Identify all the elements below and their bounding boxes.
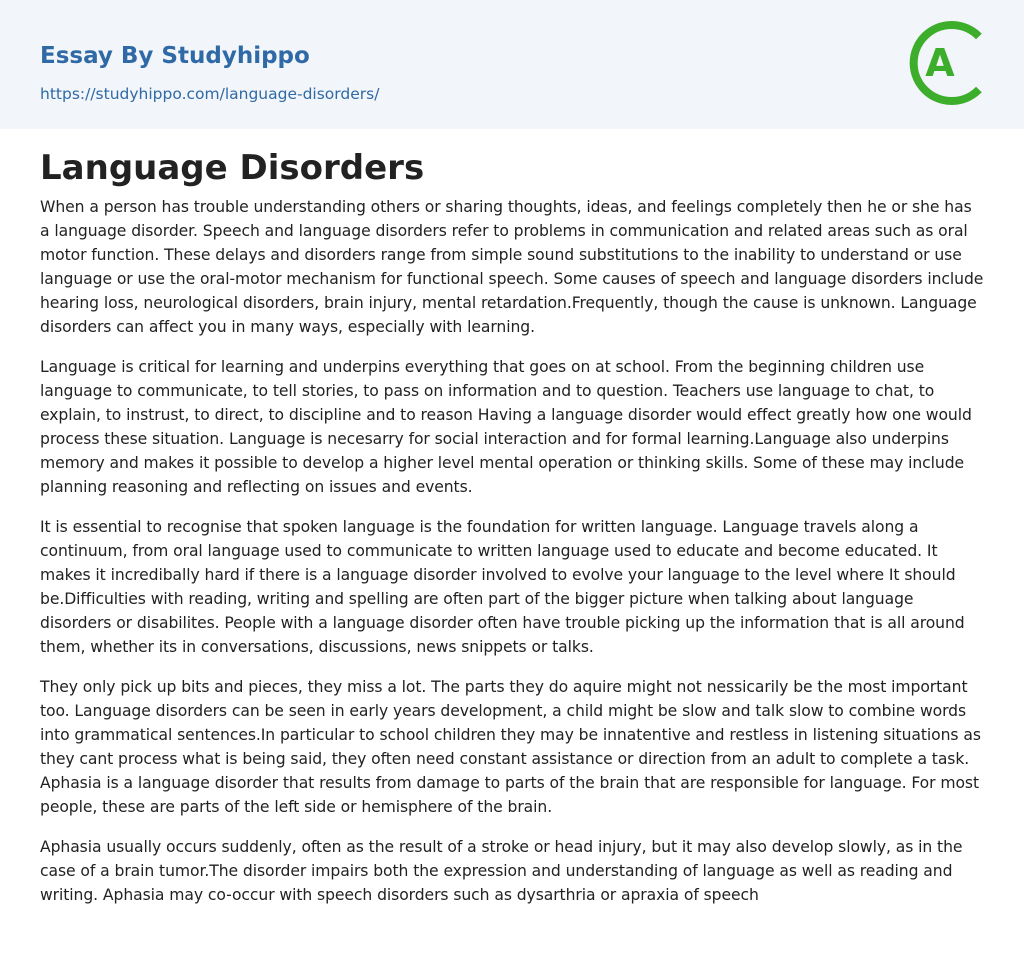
essay-paragraph: They only pick up bits and pieces, they miss a lot. The parts they do aquire might not nessicarily be the most important too. Language disorders can be seen in early years development, a child might be slow and talk slow to combine words into grammatical sentences.In particular to school children they may be innatentive and restless in listening situations as they cant process what is being said, they often need constant assistance or direction from an adult to complete a task. Aphasia is a language disorder that results from damage to parts of the brain that are responsible for language. For most people, these are parts of the left side or hemisphere of the brain. bbox=[40, 678, 981, 816]
essay-paragraph: It is essential to recognise that spoken language is the foundation for written language. Language travels along a continuum, from oral language used to communicate to written language used to educate and become educated. It makes it incredibally hard if there is a language disorder involved to evolve your language to the level where It should be.Difficulties with reading, writing and spelling are often part of the bigger picture when talking about language disorders or disabilites. People with a language disorder often have trouble picking up the information that is all around them, whether its in conversations, discussions, news snippets or talks. bbox=[40, 518, 965, 656]
site-header bbox=[0, 0, 1024, 129]
essay-title: Language Disorders bbox=[40, 148, 425, 188]
brand-title: Essay By Studyhippo bbox=[40, 43, 310, 69]
essay-paragraph: Language is critical for learning and underpins everything that goes on at school. From the beginning children use language to communicate, to tell stories, to pass on information and to question. Teachers use language to chat, to explain, to instrust, to direct, to discipline and to reason Having a language disorder would effect greatly how one would process these situation. Language is necesarry for social interaction and for formal learning.Language also underpins memory and makes it possible to develop a higher level mental operation or thinking skills. Some of these may include planning reasoning and reflecting on issues and events. bbox=[40, 358, 972, 496]
studyhippo-a-logo-icon[interactable] bbox=[908, 18, 990, 108]
essay-paragraph: When a person has trouble understanding others or sharing thoughts, ideas, and feelings completely then he or she has a language disorder. Speech and language disorders refer to problems in communication and related areas such as oral motor function. These delays and disorders range from simple sound substitutions to the inability to understand or use language or use the oral-motor mechanism for functional speech. Some causes of speech and language disorders include hearing loss, neurological disorders, brain injury, mental retardation.Frequently, though the cause is unknown. Language disorders can affect you in many ways, especially with learning. bbox=[40, 198, 984, 336]
essay-url-link[interactable]: https://studyhippo.com/language-disorders/ bbox=[40, 85, 380, 103]
essay-paragraph: Aphasia usually occurs suddenly, often as the result of a stroke or head injury, but it may also develop slowly, as in the case of a brain tumor.The disorder impairs both the expression and understanding of language as well as reading and writing. Aphasia may co-occur with speech disorders such as dysarthria or apraxia of speech bbox=[40, 838, 963, 904]
essay-body bbox=[40, 195, 984, 923]
logo-letter: A bbox=[925, 41, 955, 85]
